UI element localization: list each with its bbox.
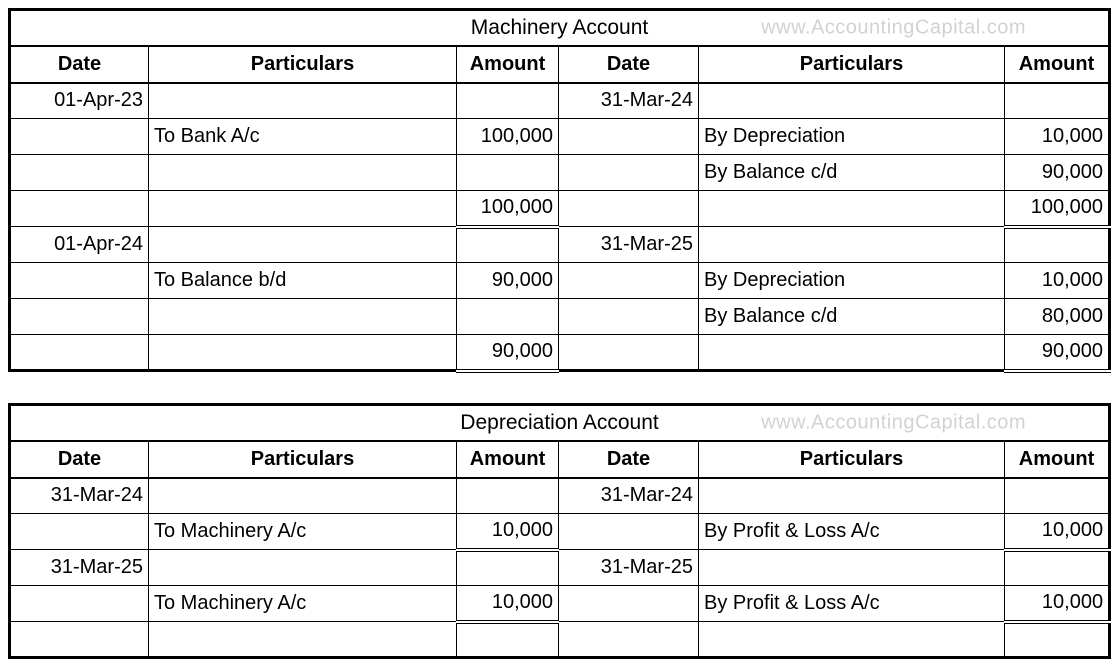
particulars-cell: By Profit & Loss A/c	[699, 514, 1005, 550]
depreciation-account-table	[8, 403, 1111, 659]
particulars-cell: By Depreciation	[699, 263, 1005, 299]
amount-cell	[1005, 227, 1110, 263]
date-cell	[559, 191, 699, 227]
amount-cell: 80,000	[1005, 299, 1110, 335]
date-cell	[10, 119, 149, 155]
table-title-cell	[10, 405, 1110, 441]
total-amount-cell: 90,000	[1005, 335, 1110, 371]
amount-cell	[457, 622, 559, 658]
particulars-cell	[149, 155, 457, 191]
amount-cell	[1005, 622, 1110, 658]
column-header-particulars-credit: Particulars	[699, 441, 1005, 478]
amount-cell	[1005, 478, 1110, 514]
total-row	[10, 191, 1110, 227]
table-row	[10, 514, 1110, 550]
date-cell	[10, 191, 149, 227]
particulars-cell: To Balance b/d	[149, 263, 457, 299]
date-cell	[559, 622, 699, 658]
table-row	[10, 83, 1110, 119]
total-amount-cell: 100,000	[457, 191, 559, 227]
particulars-cell	[699, 335, 1005, 371]
date-cell	[559, 586, 699, 622]
total-row	[10, 335, 1110, 371]
column-header-date-debit: Date	[10, 441, 149, 478]
table-row	[10, 227, 1110, 263]
particulars-cell	[699, 478, 1005, 514]
header-row	[10, 46, 1110, 83]
table-row	[10, 155, 1110, 191]
date-cell	[10, 514, 149, 550]
date-cell: 31-Mar-25	[10, 550, 149, 586]
amount-cell	[457, 299, 559, 335]
particulars-cell	[699, 227, 1005, 263]
amount-cell: 90,000	[457, 263, 559, 299]
watermark: www.AccountingCapital.com	[761, 16, 1027, 39]
table-row	[10, 550, 1110, 586]
column-header-particulars-credit: Particulars	[699, 46, 1005, 83]
particulars-cell	[699, 191, 1005, 227]
particulars-cell	[149, 191, 457, 227]
particulars-cell	[149, 478, 457, 514]
title-row	[10, 10, 1110, 46]
table-row	[10, 119, 1110, 155]
column-header-amount-credit: Amount	[1005, 46, 1110, 83]
date-cell: 31-Mar-24	[10, 478, 149, 514]
date-cell: 31-Mar-24	[559, 478, 699, 514]
table-row	[10, 263, 1110, 299]
total-amount-cell: 10,000	[457, 514, 559, 550]
table-row	[10, 478, 1110, 514]
total-amount-cell: 10,000	[1005, 586, 1110, 622]
table-row	[10, 622, 1110, 658]
particulars-cell	[149, 622, 457, 658]
date-cell	[10, 263, 149, 299]
date-cell: 01-Apr-24	[10, 227, 149, 263]
column-header-particulars-debit: Particulars	[149, 46, 457, 83]
date-cell	[559, 299, 699, 335]
table-title-cell	[10, 10, 1110, 46]
particulars-cell: To Bank A/c	[149, 119, 457, 155]
total-amount-cell: 90,000	[457, 335, 559, 371]
amount-cell	[1005, 83, 1110, 119]
particulars-cell: By Balance c/d	[699, 299, 1005, 335]
date-cell: 31-Mar-24	[559, 83, 699, 119]
date-cell: 31-Mar-25	[559, 550, 699, 586]
date-cell	[559, 119, 699, 155]
particulars-cell	[699, 550, 1005, 586]
amount-cell	[457, 155, 559, 191]
amount-cell	[1005, 550, 1110, 586]
total-amount-cell: 10,000	[1005, 514, 1110, 550]
amount-cell: 10,000	[1005, 263, 1110, 299]
table-title: Depreciation Account	[460, 410, 659, 434]
amount-cell	[457, 227, 559, 263]
watermark: www.AccountingCapital.com	[761, 411, 1027, 434]
amount-cell	[457, 550, 559, 586]
particulars-cell	[149, 83, 457, 119]
table-row	[10, 586, 1110, 622]
table-row	[10, 299, 1110, 335]
particulars-cell: To Machinery A/c	[149, 514, 457, 550]
column-header-amount-credit: Amount	[1005, 441, 1110, 478]
date-cell	[10, 299, 149, 335]
date-cell	[559, 335, 699, 371]
date-cell	[10, 335, 149, 371]
column-header-date-credit: Date	[559, 441, 699, 478]
particulars-cell: By Depreciation	[699, 119, 1005, 155]
amount-cell	[457, 478, 559, 514]
total-amount-cell: 10,000	[457, 586, 559, 622]
particulars-cell	[149, 335, 457, 371]
particulars-cell: By Balance c/d	[699, 155, 1005, 191]
title-row	[10, 405, 1110, 441]
amount-cell: 90,000	[1005, 155, 1110, 191]
date-cell	[10, 155, 149, 191]
column-header-date-credit: Date	[559, 46, 699, 83]
date-cell	[559, 514, 699, 550]
date-cell: 31-Mar-25	[559, 227, 699, 263]
date-cell: 01-Apr-23	[10, 83, 149, 119]
particulars-cell	[699, 83, 1005, 119]
column-header-particulars-debit: Particulars	[149, 441, 457, 478]
date-cell	[10, 622, 149, 658]
particulars-cell	[149, 227, 457, 263]
table-title: Machinery Account	[470, 15, 649, 39]
amount-cell: 10,000	[1005, 119, 1110, 155]
date-cell	[10, 586, 149, 622]
particulars-cell	[149, 550, 457, 586]
particulars-cell	[149, 299, 457, 335]
column-header-amount-debit: Amount	[457, 441, 559, 478]
total-amount-cell: 100,000	[1005, 191, 1110, 227]
particulars-cell: By Profit & Loss A/c	[699, 586, 1005, 622]
date-cell	[559, 155, 699, 191]
date-cell	[559, 263, 699, 299]
column-header-amount-debit: Amount	[457, 46, 559, 83]
particulars-cell	[699, 622, 1005, 658]
header-row	[10, 441, 1110, 478]
amount-cell: 100,000	[457, 119, 559, 155]
particulars-cell: To Machinery A/c	[149, 586, 457, 622]
machinery-account-table	[8, 8, 1111, 373]
amount-cell	[457, 83, 559, 119]
column-header-date-debit: Date	[10, 46, 149, 83]
